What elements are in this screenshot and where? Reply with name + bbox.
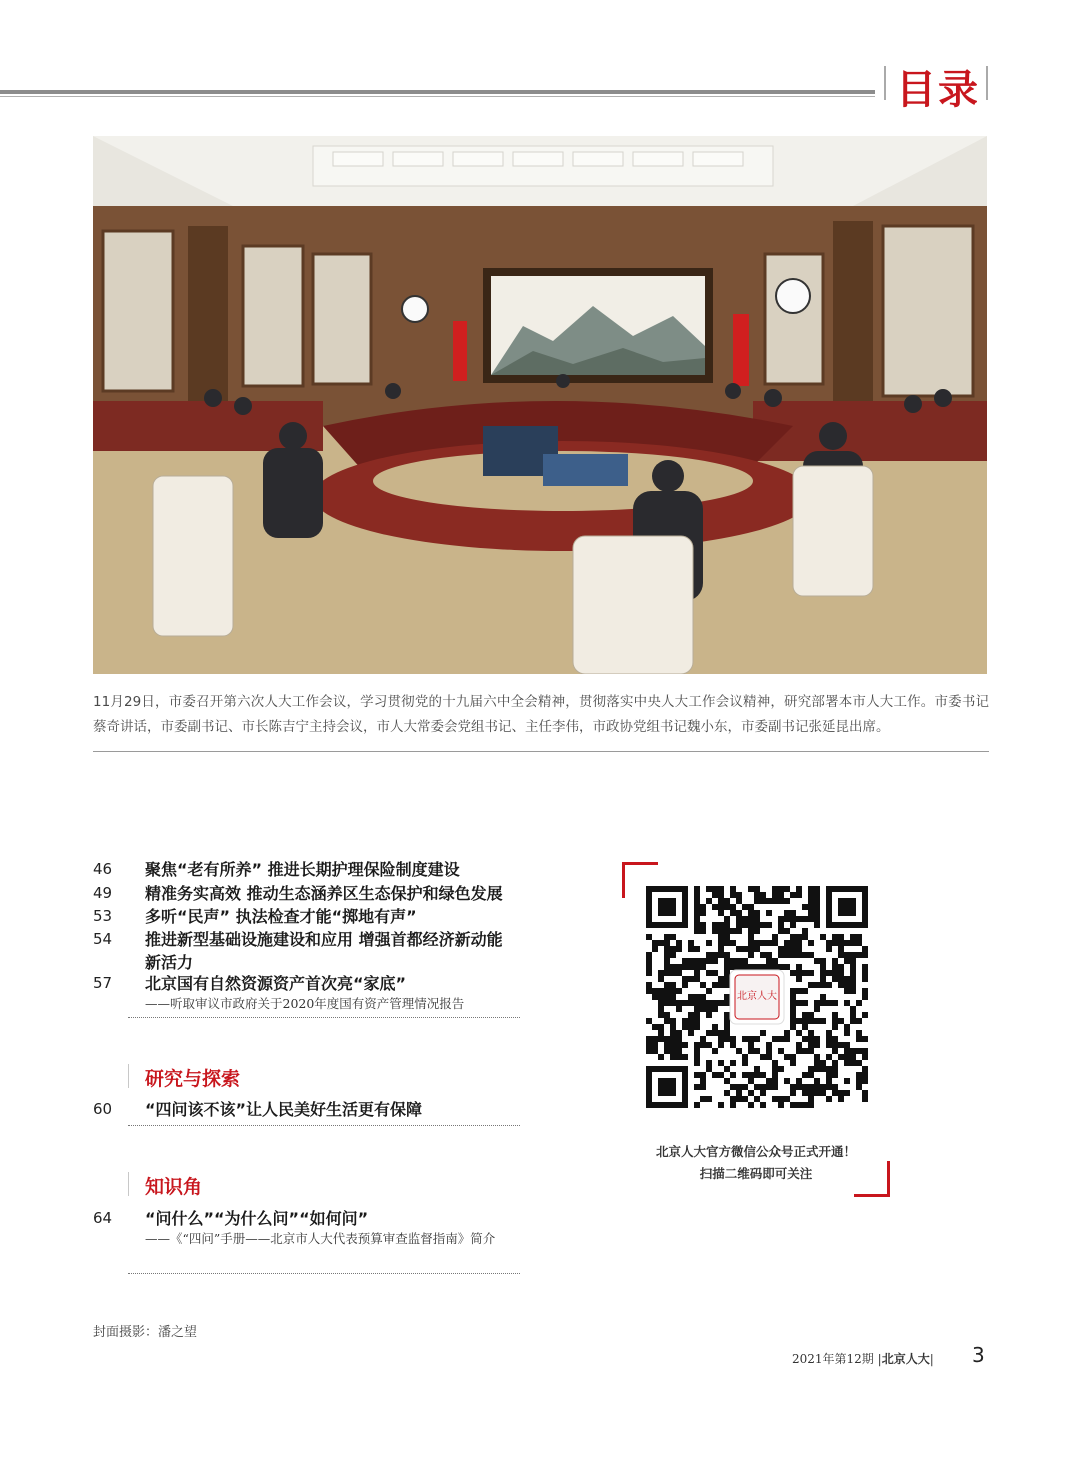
section-bar: [128, 1172, 129, 1196]
toc-page-number: 49: [93, 884, 113, 902]
magazine-name: 北京人大: [881, 1352, 930, 1366]
header-divider: [986, 66, 988, 100]
toc-title: “四问该不该”让人民美好生活更有保障: [145, 1100, 423, 1119]
header-rule: [0, 90, 875, 98]
footer-issue: 2021年第12期 |北京人大|: [792, 1352, 934, 1366]
corner-mark: [622, 862, 658, 865]
toc-page-number: 46: [93, 860, 113, 878]
qr-logo: 北京人大: [737, 991, 777, 1002]
header-divider: [884, 66, 886, 100]
dotted-divider: [128, 1017, 520, 1018]
toc-subtitle: ——《“四问”手册——北京市人大代表预算审查监督指南》简介: [145, 1231, 496, 1246]
toc-page-number: 64: [93, 1209, 113, 1227]
corner-mark: [622, 862, 625, 898]
toc-title: 北京国有自然资源资产首次亮“家底”: [145, 974, 407, 993]
section-heading: 知识角: [145, 1176, 203, 1198]
dotted-divider: [128, 1125, 520, 1126]
toc-title: “问什么”“为什么问”“如何问”: [145, 1209, 369, 1228]
toc-title: 聚焦“老有所养” 推进长期护理保险制度建设: [145, 860, 460, 879]
toc-title: 推进新型基础设施建设和应用 增强首都经济新动能新活力: [145, 930, 503, 972]
section-bar: [128, 1064, 129, 1088]
page-number: 3: [972, 1343, 985, 1367]
issue-label: 2021年第12期: [792, 1352, 874, 1366]
page-title: 目录: [896, 67, 980, 113]
meeting-photo: [93, 136, 987, 674]
cover-photo-credit: 封面摄影：潘之望: [93, 1325, 198, 1340]
dotted-divider: [128, 1273, 520, 1274]
toc-subtitle: ——听取审议市政府关于2020年度国有资产管理情况报告: [145, 996, 465, 1011]
caption-divider: [93, 751, 989, 752]
toc-page-number: 54: [93, 930, 113, 948]
photo-caption: 11月29日，市委召开第六次人大工作会议，学习贯彻党的十九届六中全会精神，贯彻落实中央人大工作会议精神，研究部署本市人大工作。市委书记蔡奇讲话，市委副书记、市长陈吉宁主持会议，市人大常委会党组书记、主任李伟，市政协党组书记魏小东，市委副书记张延昆出席。: [93, 694, 989, 735]
toc-page-number: 57: [93, 974, 113, 992]
corner-mark: [854, 1194, 890, 1197]
qr-caption-line1: 北京人大官方微信公众号正式开通！: [655, 1144, 856, 1159]
qr-caption-line2: 扫描二维码即可关注: [699, 1166, 813, 1181]
toc-page-number: 53: [93, 907, 113, 925]
toc-page-number: 60: [93, 1100, 113, 1118]
toc-title: 多听“民声” 执法检查才能“掷地有声”: [145, 907, 417, 926]
section-heading: 研究与探索: [145, 1068, 241, 1090]
wechat-qr-code[interactable]: [646, 886, 868, 1108]
toc-title: 精准务实高效 推动生态涵养区生态保护和绿色发展: [145, 884, 503, 903]
